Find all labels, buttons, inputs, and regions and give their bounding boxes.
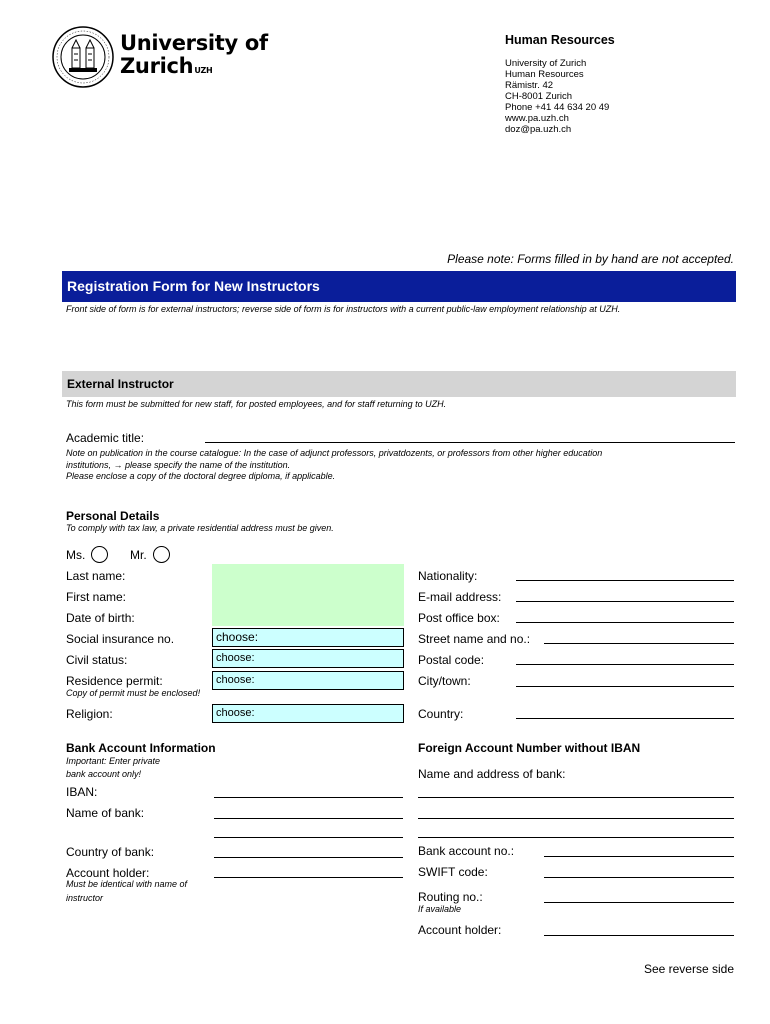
name-of-bank-field-2[interactable] xyxy=(214,837,403,838)
foreign-section-title: Foreign Account Number without IBAN xyxy=(418,741,641,755)
address-line: CH-8001 Zurich xyxy=(505,91,573,102)
bank-name-address-field-2[interactable] xyxy=(418,818,734,819)
residence-permit-note: Copy of permit must be enclosed! xyxy=(66,688,201,698)
external-instructor-header: External Instructor xyxy=(62,371,736,397)
academic-title-label: Academic title: xyxy=(66,431,145,445)
logo-line1: University of xyxy=(120,31,268,55)
swift-code-field[interactable] xyxy=(544,877,734,878)
nationality-label: Nationality: xyxy=(418,569,478,583)
university-seal-icon xyxy=(52,26,114,88)
account-holder-note-1: Must be identical with name of xyxy=(66,879,188,889)
see-reverse-side: See reverse side xyxy=(643,962,734,976)
postal-code-label: Postal code: xyxy=(418,653,485,667)
logo-line2: Zurich xyxy=(120,54,194,78)
account-holder-field[interactable] xyxy=(214,877,403,878)
address-line: Rämistr. 42 xyxy=(505,80,554,91)
bank-note-1: Important: Enter private xyxy=(66,756,161,766)
city-label: City/town: xyxy=(418,674,471,688)
academic-title-field[interactable] xyxy=(205,442,735,443)
social-insurance-select[interactable]: choose: xyxy=(212,628,404,647)
city-field[interactable] xyxy=(516,686,734,687)
foreign-account-holder-field[interactable] xyxy=(544,935,734,936)
header-address xyxy=(505,58,609,135)
address-website[interactable]: www.pa.uzh.ch xyxy=(505,113,569,124)
country-field[interactable] xyxy=(516,718,734,719)
residence-permit-label: Residence permit: xyxy=(66,674,163,688)
residence-permit-select[interactable]: choose: xyxy=(212,671,404,690)
first-name-label: First name: xyxy=(66,590,127,604)
religion-select[interactable]: choose: xyxy=(212,704,404,723)
bank-name-address-label: Name and address of bank: xyxy=(418,767,566,781)
name-of-bank-field-1[interactable] xyxy=(214,818,403,819)
personal-details-title: Personal Details xyxy=(66,509,160,523)
bank-note-2: bank account only! xyxy=(66,769,142,779)
ms-label: Ms. xyxy=(66,548,86,562)
pobox-label: Post office box: xyxy=(418,611,500,625)
academic-note-3: Please enclose a copy of the doctoral degree diploma, if applicable. xyxy=(66,471,336,481)
ms-radio[interactable] xyxy=(91,546,108,563)
account-holder-label: Account holder: xyxy=(66,866,150,880)
mr-radio[interactable] xyxy=(153,546,170,563)
mr-label: Mr. xyxy=(130,548,147,562)
bank-account-no-label: Bank account no.: xyxy=(418,844,515,858)
external-note: This form must be submitted for new staff, for posted employees, and for staff returning to UZH. xyxy=(66,399,447,409)
address-line: Human Resources xyxy=(505,69,584,80)
country-of-bank-field[interactable] xyxy=(214,857,403,858)
iban-field[interactable] xyxy=(214,797,403,798)
pobox-field[interactable] xyxy=(516,622,734,623)
postal-code-field[interactable] xyxy=(516,664,734,665)
civil-status-label: Civil status: xyxy=(66,653,128,667)
religion-label: Religion: xyxy=(66,707,113,721)
routing-no-field[interactable] xyxy=(544,902,734,903)
header-title: Human Resources xyxy=(505,33,615,47)
dob-label: Date of birth: xyxy=(66,611,135,625)
address-line: University of Zurich xyxy=(505,58,587,69)
social-insurance-label: Social insurance no. xyxy=(66,632,175,646)
last-name-label: Last name: xyxy=(66,569,126,583)
academic-note-2: institutions, → please specify the name of the institution. xyxy=(66,460,291,470)
iban-label: IBAN: xyxy=(66,785,98,799)
handwritten-notice: Please note: Forms filled in by hand are not accepted. xyxy=(447,252,734,266)
civil-status-select[interactable]: choose: xyxy=(212,649,404,668)
routing-no-note: If available xyxy=(418,904,462,914)
swift-code-label: SWIFT code: xyxy=(418,865,488,879)
street-field[interactable] xyxy=(544,643,734,644)
street-label: Street name and no.: xyxy=(418,632,531,646)
bank-name-address-field-3[interactable] xyxy=(418,837,734,838)
name-dob-input-area[interactable] xyxy=(212,564,404,626)
country-of-bank-label: Country of bank: xyxy=(66,845,155,859)
bank-section-title: Bank Account Information xyxy=(66,741,216,755)
address-line: Phone +41 44 634 20 49 xyxy=(505,102,610,113)
foreign-account-holder-label: Account holder: xyxy=(418,923,502,937)
country-label: Country: xyxy=(418,707,464,721)
address-email[interactable]: doz@pa.uzh.ch xyxy=(505,124,572,135)
university-logo xyxy=(120,32,268,78)
bank-name-address-field-1[interactable] xyxy=(418,797,734,798)
email-label: E-mail address: xyxy=(418,590,502,604)
name-of-bank-label: Name of bank: xyxy=(66,806,145,820)
academic-note-1: Note on publication in the course catalogue: In the case of adjunct professors, privatdozents, or professors from other higher education xyxy=(66,448,603,458)
routing-no-label: Routing no.: xyxy=(418,890,483,904)
logo-mark: UZH xyxy=(194,66,213,75)
form-subtitle: Front side of form is for external instructors; reverse side of form is for instructors with a current public-law employment relationship at UZH. xyxy=(66,304,621,314)
nationality-field[interactable] xyxy=(516,580,734,581)
personal-details-note: To comply with tax law, a private residential address must be given. xyxy=(66,523,334,533)
form-title: Registration Form for New Instructors xyxy=(62,271,736,302)
account-holder-note-2: instructor xyxy=(66,893,104,903)
email-field[interactable] xyxy=(516,601,734,602)
bank-account-no-field[interactable] xyxy=(544,856,734,857)
